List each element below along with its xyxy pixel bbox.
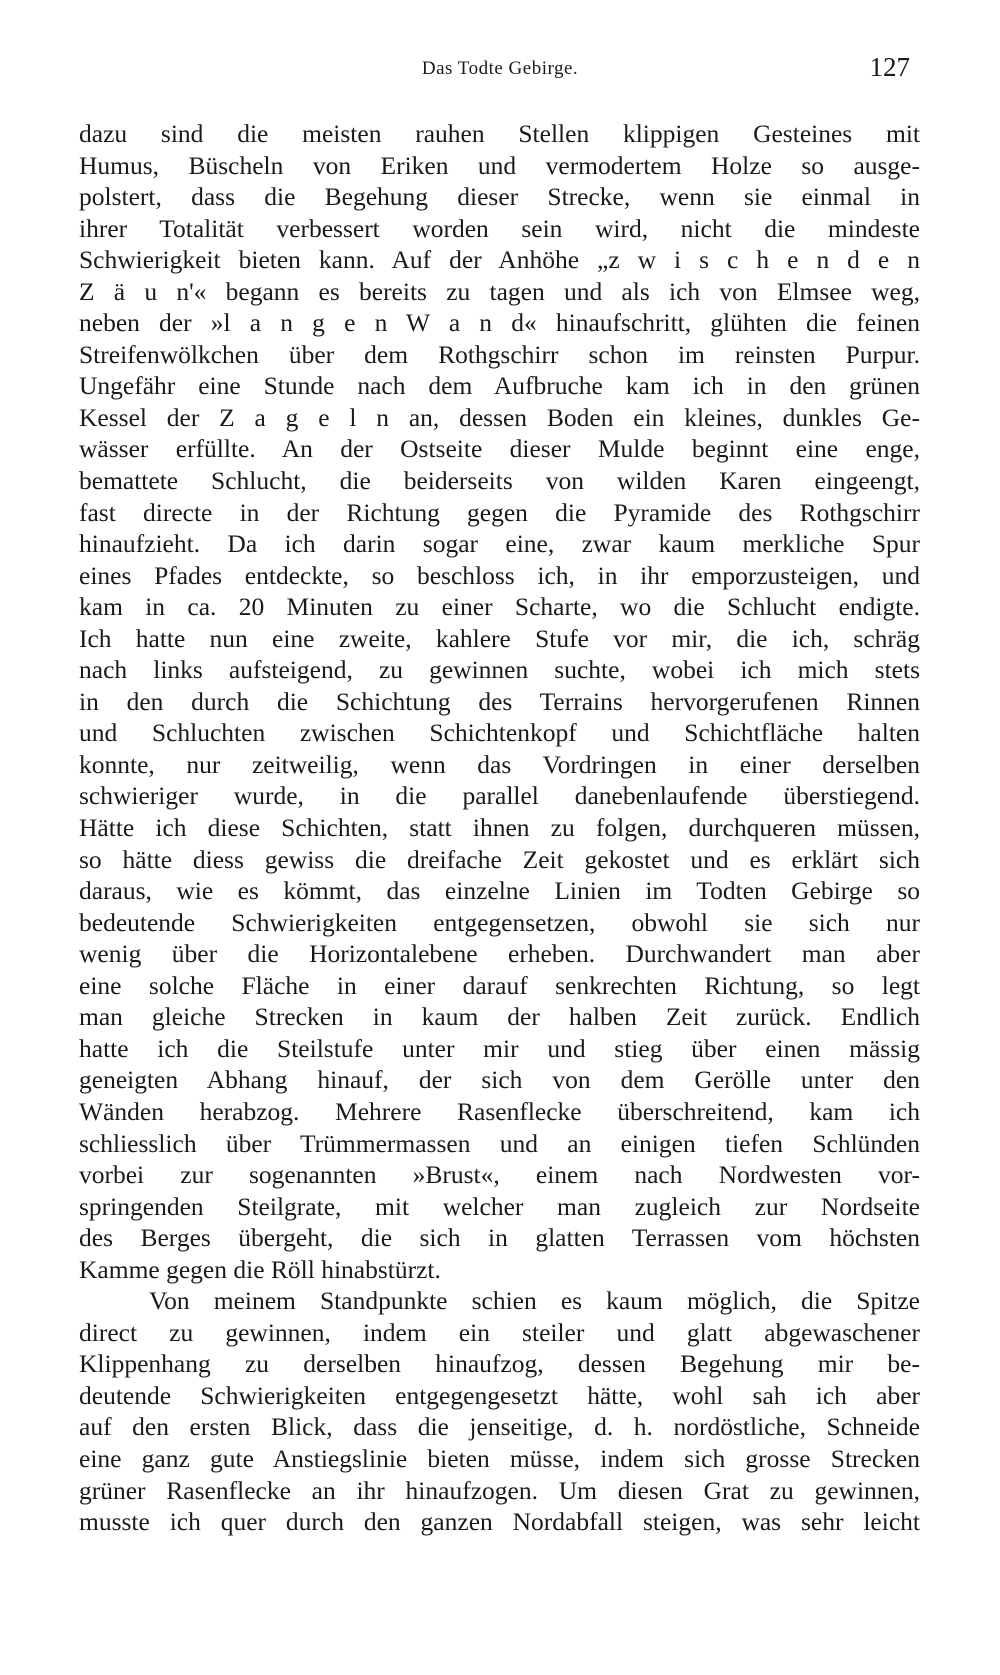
text-line: eine ganz gute Anstiegslinie bieten müsse, indem sich grosse Strecken	[79, 1443, 920, 1473]
text-line: grüner Rasenflecke an ihr hinaufzogen. Um diesen Grat zu gewinnen,	[79, 1475, 920, 1505]
text-line: springenden Steilgrate, mit welcher man zugleich zur Nordseite	[79, 1191, 920, 1221]
text-line: und Schluchten zwischen Schichtenkopf und Schichtfläche halten	[79, 718, 920, 748]
text-line: so hätte diess gewiss die dreifache Zeit gekostet und es erklärt sich	[79, 844, 920, 874]
text-line: musste ich quer durch den ganzen Nordabfall steigen, was sehr leicht	[79, 1507, 920, 1537]
text-line: Kessel der Z a g e l n an, dessen Boden ein kleines, dunkles Ge-	[79, 402, 920, 432]
text-line: hatte ich die Steilstufe unter mir und stieg über einen mässig	[79, 1033, 920, 1063]
text-line: neben der »l a n g e n W a n d« hinaufschritt, glühten die feinen	[79, 308, 920, 338]
text-line: Wänden herabzog. Mehrere Rasenflecke überschreitend, kam ich	[79, 1096, 920, 1126]
paragraph-2	[79, 1285, 920, 1537]
text-line: kam in ca. 20 Minuten zu einer Scharte, wo die Schlucht endigte.	[79, 592, 920, 622]
text-line: polstert, dass die Begehung dieser Strecke, wenn sie einmal in	[79, 182, 920, 212]
text-line: in den durch die Schichtung des Terrains hervorgerufenen Rinnen	[79, 686, 920, 716]
text-line: Ich hatte nun eine zweite, kahlere Stufe vor mir, die ich, schräg	[79, 623, 920, 653]
text-line: bedeutende Schwierigkeiten entgegensetzen, obwohl sie sich nur	[79, 907, 920, 937]
text-line: schwieriger wurde, in die parallel danebenlaufende überstiegend.	[79, 781, 920, 811]
text-line: wenig über die Horizontalebene erheben. Durchwandert man aber	[79, 939, 920, 969]
paragraph-1	[79, 118, 920, 1285]
text-line: Z ä u n'« begann es bereits zu tagen und als ich von Elmsee weg,	[79, 276, 920, 306]
text-line: Streifenwölkchen über dem Rothgschirr schon im reinsten Purpur.	[79, 339, 920, 369]
page-number: 127	[869, 52, 910, 82]
text-line: wässer erfüllte. An der Ostseite dieser Mulde beginnt eine enge,	[79, 434, 920, 464]
text-line: Hätte ich diese Schichten, statt ihnen zu folgen, durchqueren müssen,	[79, 813, 920, 843]
running-title: Das Todte Gebirge.	[421, 58, 579, 79]
text-line: Ungefähr eine Stunde nach dem Aufbruche kam ich in den grünen	[79, 371, 920, 401]
text-line: eine solche Fläche in einer darauf senkrechten Richtung, so legt	[79, 970, 920, 1000]
text-line: nach links aufsteigend, zu gewinnen suchte, wobei ich mich stets	[79, 655, 920, 685]
body-text	[79, 118, 920, 1538]
text-line: des Berges übergeht, die sich in glatten Terrassen vom höchsten	[79, 1223, 920, 1253]
text-line: deutende Schwierigkeiten entgegengesetzt hätte, wohl sah ich aber	[79, 1380, 920, 1410]
text-line: Humus, Büscheln von Eriken und vermodertem Holze so ausge-	[79, 150, 920, 180]
text-line: direct zu gewinnen, indem ein steiler und glatt abgewaschener	[79, 1317, 920, 1347]
text-line: hinaufzieht. Da ich darin sogar eine, zwar kaum merkliche Spur	[79, 529, 920, 559]
text-line: geneigten Abhang hinauf, der sich von dem Gerölle unter den	[79, 1065, 920, 1095]
text-line: Kamme gegen die Röll hinabstürzt.	[79, 1254, 441, 1284]
text-line: eines Pfades entdeckte, so beschloss ich, in ihr emporzusteigen, und	[79, 560, 920, 590]
text-line: konnte, nur zeitweilig, wenn das Vordringen in einer derselben	[79, 749, 920, 779]
text-line: fast directe in der Richtung gegen die Pyramide des Rothgschirr	[79, 497, 920, 527]
text-line: daraus, wie es kömmt, das einzelne Linien im Todten Gebirge so	[79, 876, 920, 906]
text-line: dazu sind die meisten rauhen Stellen klippigen Gesteines mit	[79, 119, 920, 148]
text-line: ihrer Totalität verbessert worden sein wird, nicht die mindeste	[79, 213, 920, 243]
text-line: schliesslich über Trümmermassen und an einigen tiefen Schlünden	[79, 1128, 920, 1158]
text-line: Von meinem Standpunkte schien es kaum möglich, die Spitze	[149, 1286, 920, 1316]
text-line: man gleiche Strecken in kaum der halben Zeit zurück. Endlich	[79, 1002, 920, 1032]
text-line: Schwierigkeit bieten kann. Auf der Anhöhe „z w i s c h e n d e n	[79, 245, 920, 275]
text-line: vorbei zur sogenannten »Brust«, einem nach Nordwesten vor-	[79, 1160, 920, 1190]
text-line: bemattete Schlucht, die beiderseits von wilden Karen eingeengt,	[79, 466, 920, 496]
text-line: auf den ersten Blick, dass die jenseitige, d. h. nordöstliche, Schneide	[79, 1412, 920, 1442]
text-line: Klippenhang zu derselben hinaufzog, dessen Begehung mir be-	[79, 1349, 920, 1379]
